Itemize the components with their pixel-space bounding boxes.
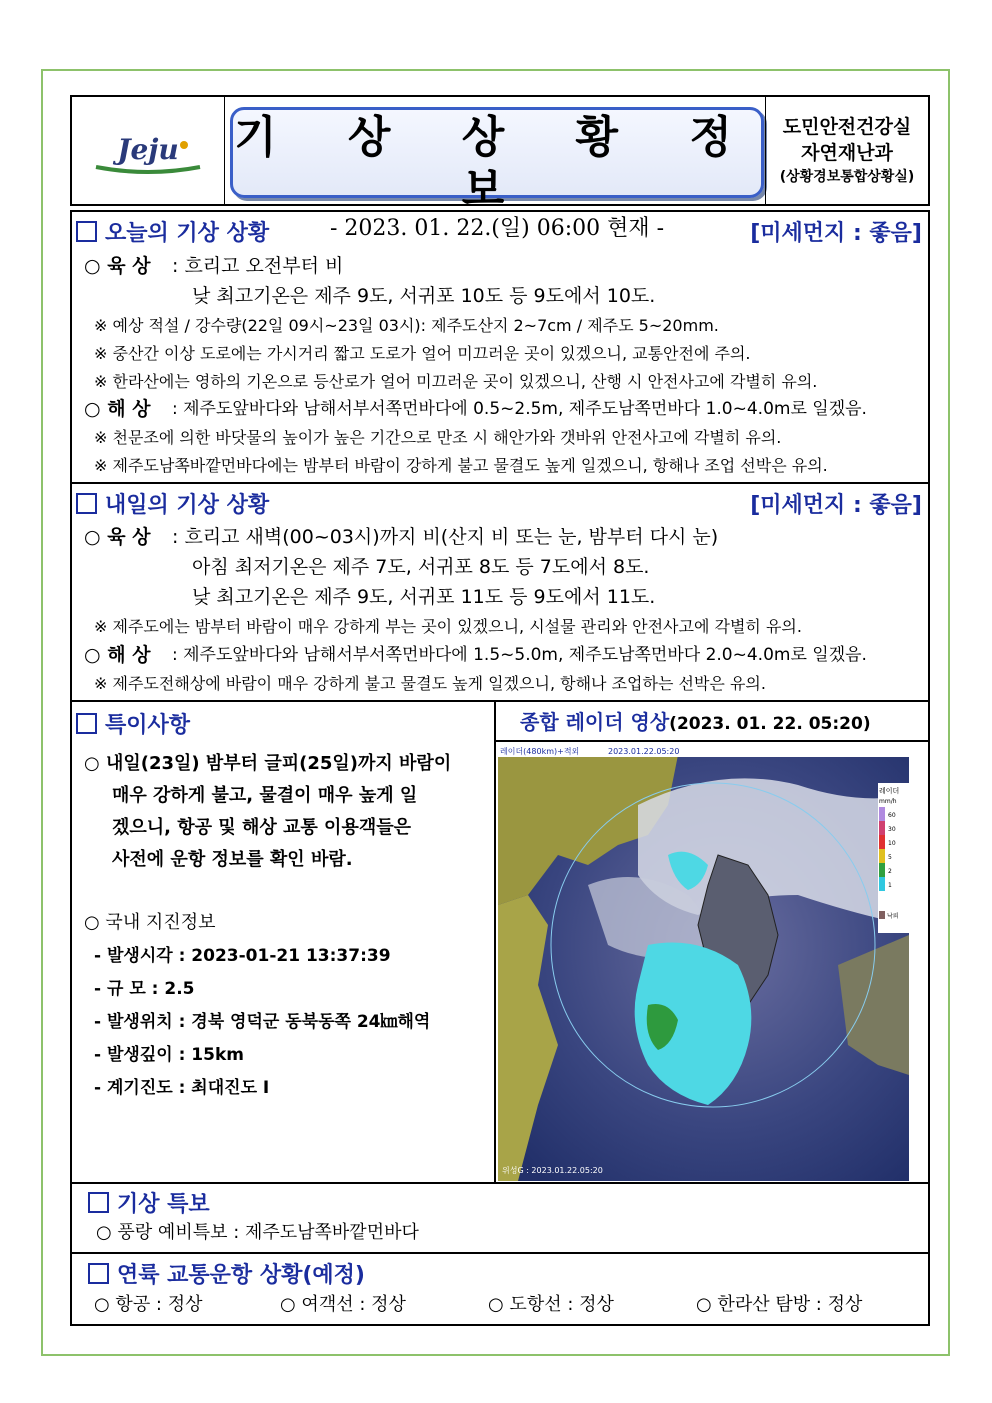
quake-depth: - 발생깊이 : 15km [94,1045,244,1065]
divider [72,1182,928,1184]
today-note: ※ 예상 적설 / 강수량(22일 09시~23일 03시): 제주도산지 2~7cm / 제주도 5~20mm. [94,316,719,335]
traffic-item: ○ 항공 : 정상 [94,1294,203,1315]
today-sea-note: ※ 제주도남쪽바깥먼바다에는 밤부터 바람이 강하게 불고 물결도 높게 일겠으니, 항해나 조업 선박은 유의. [94,456,828,475]
legend-value: 30 [888,826,896,833]
special-title-text: 특이사항 [105,713,191,738]
checkbox-icon [88,1263,109,1284]
tomorrow-land-max: 낮 최고기온은 제주 9도, 서귀포 11도 등 9도에서 11도. [192,586,656,608]
office-name: (상황경보통합상황실) [779,168,915,185]
page-title: 기 상 상 황 정 보 [234,112,760,215]
today-sea-text: : 제주도앞바다와 남해서부서쪽먼바다에 0.5~2.5m, 제주도남쪽먼바다 1.0~4.0m로 일겠음. [172,399,867,419]
tomorrow-title-text: 내일의 기상 상황 [105,493,270,518]
today-sea-note: ※ 천문조에 의한 바닷물의 높이가 높은 기간으로 만조 시 해안가와 갯바위 안전사고에 각별히 유의. [94,428,782,447]
today-title-text: 오늘의 기상 상황 [105,221,270,246]
today-note: ※ 한라산에는 영하의 기온으로 등산로가 얼어 미끄러운 곳이 있겠으니, 산행 시 안전사고에 각별히 유의. [94,372,818,391]
radar-title [520,709,871,737]
quake-title: ○ 국내 지진정보 [84,912,216,933]
division-name: 자연재난과 [801,141,893,164]
quake-location: - 발생위치 : 경북 영덕군 동북동쪽 24㎞해역 [94,1012,431,1032]
legend-extra: 낙뢰 [887,913,899,920]
special-line: 겠으니, 항공 및 해상 교통 이용객들은 [112,817,411,838]
today-dust-status: [미세먼지 : 좋음] [750,221,922,246]
divider [72,1252,928,1254]
department-cell [765,97,928,204]
tomorrow-land-min: 아침 최저기온은 제주 7도, 서귀포 8도 등 7도에서 8도. [192,556,650,578]
logo-cell [72,97,225,204]
today-land-text: : 흐리고 오전부터 비 [172,255,344,277]
today-note: ※ 중산간 이상 도로에는 가시거리 짧고 도로가 얼어 미끄러운 곳이 있겠으니, 교통안전에 주의. [94,344,751,363]
traffic-section-title [88,1258,365,1289]
quake-magnitude: - 규 모 : 2.5 [94,979,195,999]
traffic-title-text: 연륙 교통운항 상황(예정) [117,1263,365,1288]
warning-text: ○ 풍랑 예비특보 : 제주도남쪽바깥먼바다 [96,1222,419,1243]
radar-caption-top: 레이더(480km)+적외 [500,747,580,756]
radar-title-divider [494,740,928,742]
radar-time: (2023. 01. 22. 05:20) [669,714,871,734]
traffic-item: ○ 한라산 탐방 : 정상 [696,1294,863,1315]
warning-title-text: 기상 특보 [117,1192,210,1217]
tomorrow-sea-text: : 제주도앞바다와 남해서부서쪽먼바다에 1.5~5.0m, 제주도남쪽먼바다 2.0~4.0m로 일겠음. [172,645,867,665]
logo-text: Jeju [117,133,179,166]
radar-caption-bottom: 위성G : 2023.01.22.05:20 [502,1166,603,1175]
legend-title: 레이더 [879,787,900,795]
special-section-title [76,708,190,739]
legend-value: 10 [888,840,896,847]
special-line: 사전에 운항 정보를 확인 바람. [112,849,353,870]
warning-section-title [88,1187,210,1218]
quake-intensity: - 계기진도 : 최대진도 Ⅰ [94,1078,270,1098]
tomorrow-land-note: ※ 제주도에는 밤부터 바람이 매우 강하게 부는 곳이 있겠으니, 시설물 관리와 안전사고에 각별히 유의. [94,617,802,636]
tomorrow-section-title [76,488,269,519]
checkbox-icon [88,1192,109,1213]
main-content [70,210,930,1326]
checkbox-icon [76,221,97,242]
traffic-item: ○ 여객선 : 정상 [280,1294,406,1315]
special-line: 매우 강하게 불고, 물결이 매우 높게 일 [112,785,418,806]
today-sea-label: ○ 해 상 [84,398,151,420]
report-date: - 2023. 01. 22.(일) 06:00 현재 - [329,216,665,241]
legend-value: 1 [888,882,892,889]
checkbox-icon [76,713,97,734]
special-line: ○ 내일(23일) 밤부터 글피(25일)까지 바람이 [84,753,452,774]
divider [72,482,928,484]
legend-unit: mm/h [879,798,897,805]
quake-time: - 발생시각 : 2023-01-21 13:37:39 [94,946,391,966]
traffic-item: ○ 도항선 : 정상 [488,1294,614,1315]
title-banner [230,107,764,241]
column-divider [494,700,496,1182]
tomorrow-sea-label: ○ 해 상 [84,644,151,666]
radar-title-text: 종합 레이더 영상 [520,710,670,734]
divider [72,700,928,702]
checkbox-icon [76,493,97,514]
today-land-label: ○ 육 상 [84,255,151,277]
legend-value: 60 [888,812,896,819]
today-land-temp: 낮 최고기온은 제주 9도, 서귀포 10도 등 9도에서 10도. [192,285,656,307]
today-section-title [76,216,269,247]
radar-image [498,745,909,1181]
legend-value: 2 [888,868,892,875]
tomorrow-land-text: : 흐리고 새벽(00~03시)까지 비(산지 비 또는 눈, 밤부터 다시 눈) [172,526,719,548]
tomorrow-land-label: ○ 육 상 [84,526,151,548]
jeju-logo [72,97,224,204]
tomorrow-dust-status: [미세먼지 : 좋음] [750,493,922,518]
radar-caption-time: 2023.01.22.05:20 [608,747,680,756]
department-name: 도민안전건강실 [782,115,912,138]
legend-value: 5 [888,854,892,861]
tomorrow-sea-note: ※ 제주도전해상에 바람이 매우 강하게 불고 물결도 높게 일겠으니, 항해나 조업하는 선박은 유의. [94,674,766,693]
